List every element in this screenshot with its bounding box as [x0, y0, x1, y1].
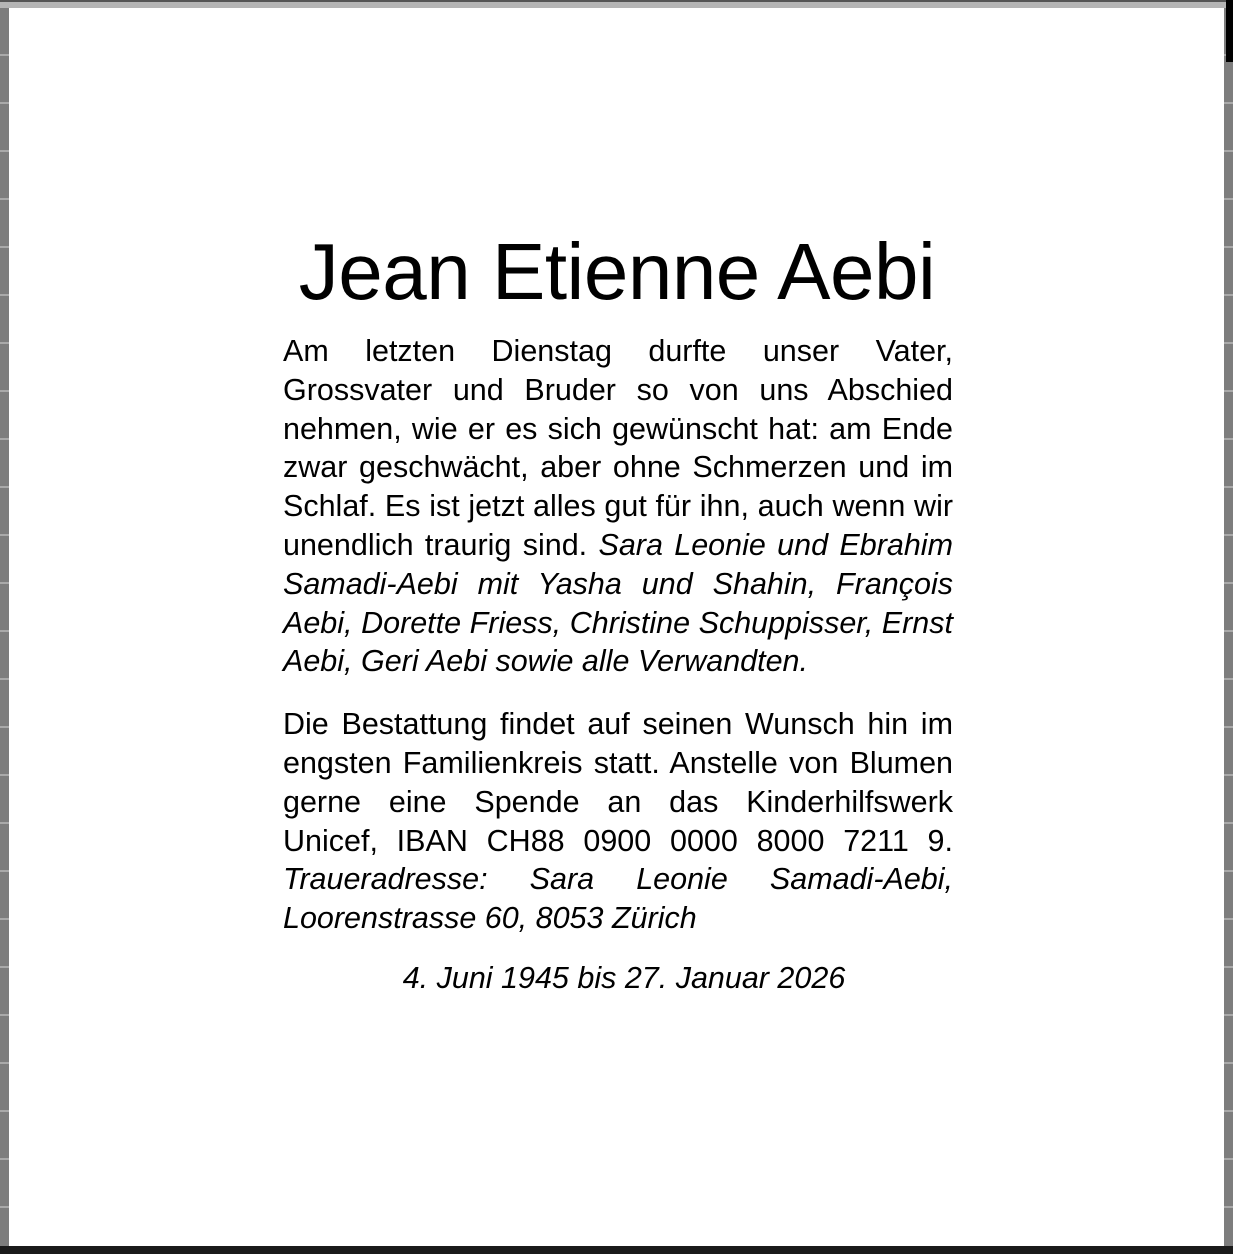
signatories-list: Sara Leonie und Ebrahim Samadi-Aebi mit Yasha und Shahin, François Aebi, Dorette Friess, Christine Schuppisser, Ernst Aebi, Geri Aebi sowie alle Verwandten. [283, 527, 953, 679]
viewer-left-edge [0, 8, 9, 1246]
viewer-top-edge [0, 0, 1233, 8]
document-page [9, 8, 1224, 1246]
notice-paragraph-2-text: Die Bestattung findet auf seinen Wunsch hin im engsten Familienkreis statt. Anstelle von Blumen gerne eine Spende an das Kinderhilfswerk Unicef, IBAN CH88 0900 0000 8000 7211 9. [283, 707, 953, 858]
obituary-notice [283, 227, 953, 998]
viewer-right-edge [1224, 8, 1233, 1246]
notice-paragraph-2 [283, 705, 953, 938]
deceased-name: Jean Etienne Aebi [298, 227, 936, 316]
mourning-address: Traueradresse: Sara Leonie Samadi-Aebi, Loorenstrasse 60, 8053 Zürich [283, 862, 953, 936]
life-dates: 4. Juni 1945 bis 27. Januar 2026 [402, 960, 846, 995]
notice-paragraph-1-text: Am letzten Dienstag durfte unser Vater, Grossvater und Bruder so von uns Abschied nehmen, wie er es sich gewünscht hat: am Ende zwar geschwächt, aber ohne Schmerzen und im Schlaf. Es ist jetzt alles gut für ihn, auch wenn wir unendlich traurig sind. [283, 334, 953, 562]
viewer-scroll-marker [1226, 0, 1233, 62]
viewer-bottom-edge [0, 1246, 1233, 1254]
notice-paragraph-1 [283, 332, 953, 681]
